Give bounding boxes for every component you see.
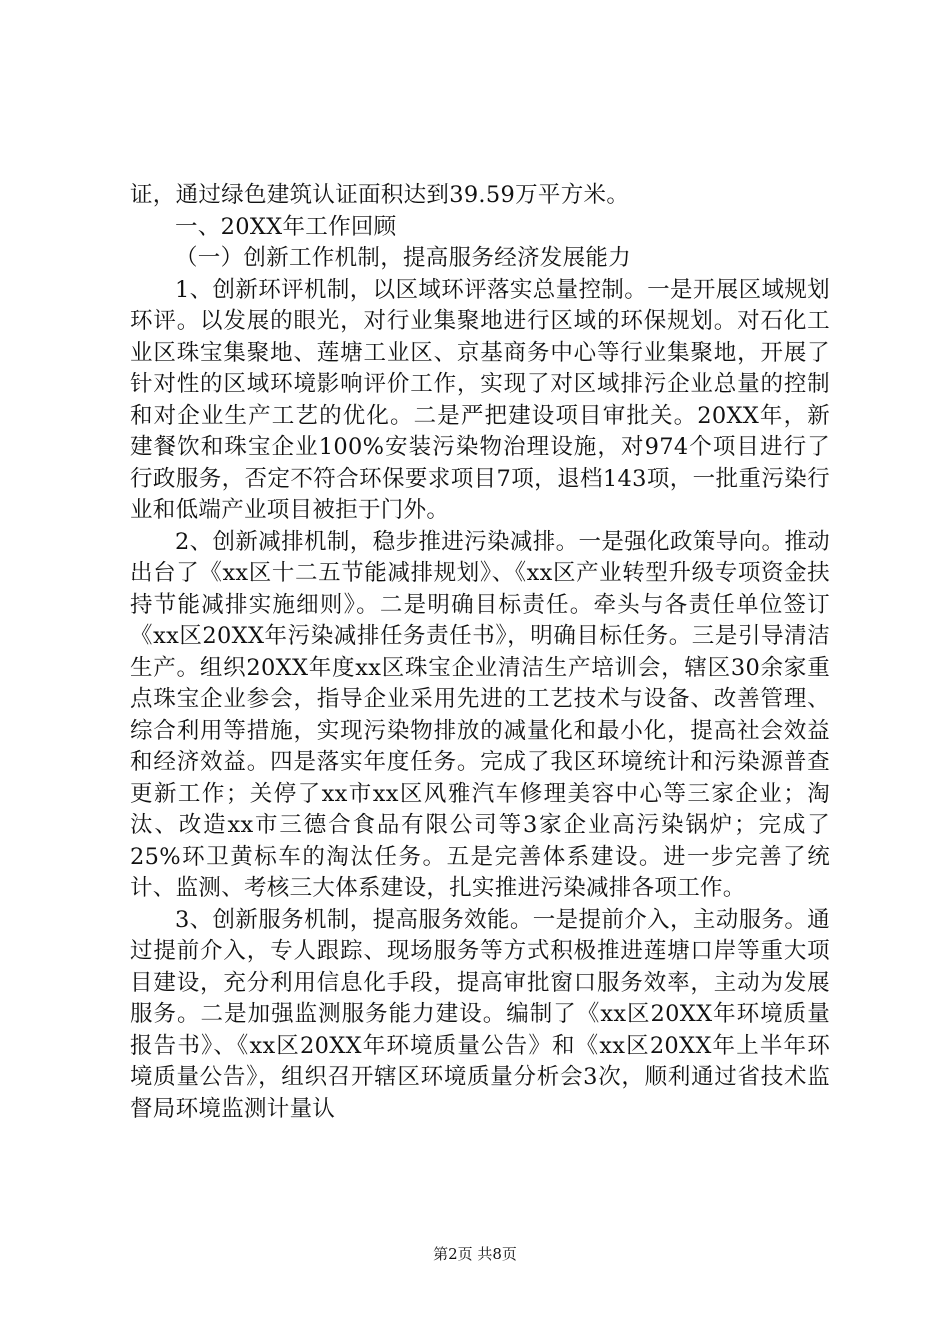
document-body — [130, 180, 830, 1125]
paragraph-3-subsection-heading: （一）创新工作机制，提高服务经济发展能力 — [175, 245, 632, 271]
paragraph-5: 2、创新减排机制，稳步推进污染减排。一是强化政策导向。推动出台了《xx区十二五节能减排规划》、《xx区产业转型升级专项资金扶持节能减排实施细则》。二是明确目标责任。牵头与各责任单位签订《xx区20XX年污染减排任务责任书》，明确目标任务。三是引导清洁生产。组织20XX年度xx区珠宝企业清洁生产培训会，辖区30余家重点珠宝企业参会，指导企业采用先进的工艺技术与设备、改善管理、综合利用等措施，实现污染物排放的减量化和最小化，提高社会效益和经济效益。四是落实年度任务。完成了我区环境统计和污染源普查更新工作；关停了xx市xx区风雅汽车修理美容中心等三家企业；淘汰、改造xx市三德合食品有限公司等3家企业高污染锅炉；完成了25%环卫黄标车的淘汰任务。五是完善体系建设。进一步完善了统计、监测、考核三大体系建设，扎实推进污染减排各项工作。 — [130, 528, 830, 901]
page-number-label: 第2页 共8页 — [433, 1245, 517, 1263]
paragraph-4: 1、创新环评机制，以区域环评落实总量控制。一是开展区域规划环评。以发展的眼光，对行业集聚地进行区域的环保规划。对石化工业区珠宝集聚地、莲塘工业区、京基商务中心等行业集聚地，开展了针对性的区域环境影响评价工作，实现了对区域排污企业总量的控制和对企业生产工艺的优化。二是严把建设项目审批关。20XX年，新建餐饮和珠宝企业100%安装污染物治理设施，对974个项目进行了行政服务，否定不符合环保要求项目7项，退档143项，一批重污染行业和低端产业项目被拒于门外。 — [130, 276, 830, 523]
paragraph-2-section-heading: 一、20XX年工作回顾 — [175, 213, 397, 240]
page-footer — [0, 1244, 950, 1264]
paragraph-6: 3、创新服务机制，提高服务效能。一是提前介入，主动服务。通过提前介入，专人跟踪、现场服务等方式积极推进莲塘口岸等重大项目建设，充分利用信息化手段，提高审批窗口服务效率，主动为发展服务。二是加强监测服务能力建设。编制了《xx区20XX年环境质量报告书》、《xx区20XX年环境质量公告》和《xx区20XX年上半年环境质量公告》，组织召开辖区环境质量分析会3次，顺利通过省技术监督局环境监测计量认 — [130, 906, 830, 1122]
paragraph-1: 证，通过绿色建筑认证面积达到39.59万平方米。 — [130, 182, 630, 208]
